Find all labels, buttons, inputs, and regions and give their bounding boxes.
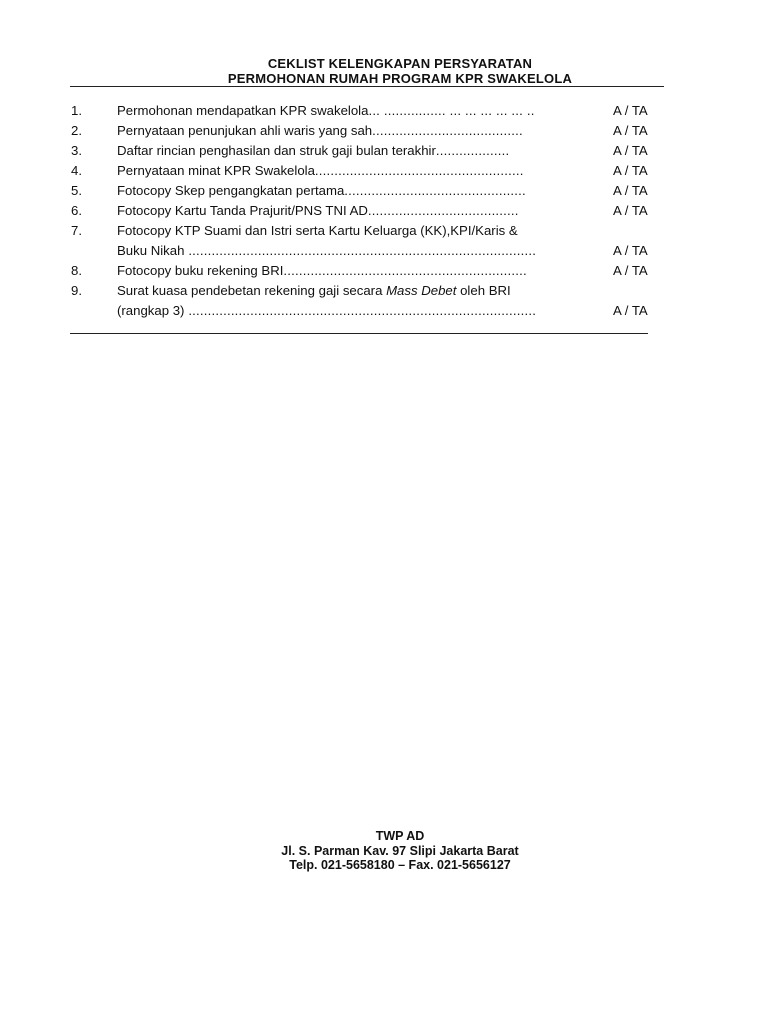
item-status: A / TA — [613, 103, 648, 118]
item-text-continued: (rangkap 3) .......................................................................................... — [117, 303, 537, 318]
emphasis-text: Mass Debet — [386, 283, 457, 298]
item-status: A / TA — [613, 243, 648, 258]
title-line-1: CEKLIST KELENGKAPAN PERSYARATAN — [267, 56, 533, 71]
item-text: Pernyataan minat KPR Swakelola...................................................... — [117, 163, 524, 178]
leader-dots: ............................................................... — [283, 263, 527, 278]
top-divider — [70, 86, 664, 87]
item-number: 1. — [71, 103, 82, 118]
checklist-item-6 — [0, 201, 768, 221]
item-number: 8. — [71, 263, 82, 278]
checklist-item-3 — [0, 141, 768, 161]
item-number: 5. — [71, 183, 82, 198]
item-text: Daftar rincian penghasilan dan struk gaji bulan terakhir................... — [117, 143, 510, 158]
title-line-2: PERMOHONAN RUMAH PROGRAM KPR SWAKELOLA — [227, 71, 573, 86]
document-title — [0, 56, 768, 86]
item-text: Fotocopy Kartu Tanda Prajurit/PNS TNI AD....................................... — [117, 203, 519, 218]
checklist-item-1 — [0, 101, 768, 121]
item-text: Pernyataan penunjukan ahli waris yang sah....................................... — [117, 123, 523, 138]
checklist-item-8 — [0, 261, 768, 281]
item-status: A / TA — [613, 203, 648, 218]
item-status: A / TA — [613, 163, 648, 178]
checklist-item-9 — [0, 281, 768, 321]
item-text: Fotocopy Skep pengangkatan pertama............................................... — [117, 183, 526, 198]
leader-dots: .......................................................................................... — [184, 303, 537, 318]
item-number: 4. — [71, 163, 82, 178]
item-text-continued: Buku Nikah .......................................................................................... — [117, 243, 537, 258]
leader-dots: ... ................ ... ... ... ... ... .. — [368, 103, 535, 118]
leader-dots: ....................................... — [367, 203, 519, 218]
checklist — [0, 101, 768, 321]
item-text: Permohonan mendapatkan KPR swakelola... ................ ... ... ... ... ... .. — [117, 103, 535, 118]
item-number: 6. — [71, 203, 82, 218]
checklist-item-4 — [0, 161, 768, 181]
leader-dots: ...................................................... — [314, 163, 524, 178]
footer-org: TWP AD — [375, 829, 425, 843]
item-status: A / TA — [613, 123, 648, 138]
leader-dots: ............................................... — [344, 183, 526, 198]
checklist-item-5 — [0, 181, 768, 201]
item-text: Surat kuasa pendebetan rekening gaji secara Mass Debet oleh BRI — [117, 283, 511, 298]
item-status: A / TA — [613, 143, 648, 158]
footer-address: Jl. S. Parman Kav. 97 Slipi Jakarta Barat — [281, 843, 519, 858]
bottom-divider — [70, 333, 648, 334]
checklist-item-7 — [0, 221, 768, 261]
checklist-item-2 — [0, 121, 768, 141]
item-number: 2. — [71, 123, 82, 138]
item-number: 9. — [71, 283, 82, 298]
item-status: A / TA — [613, 183, 648, 198]
footer — [0, 829, 768, 873]
item-text: Fotocopy buku rekening BRI............................................................... — [117, 263, 527, 278]
leader-dots: ....................................... — [372, 123, 523, 138]
item-status: A / TA — [613, 303, 648, 318]
leader-dots: .......................................................................................... — [184, 243, 537, 258]
leader-dots: ................... — [435, 143, 510, 158]
item-text: Fotocopy KTP Suami dan Istri serta Kartu Keluarga (KK),KPI/Karis & — [117, 223, 518, 238]
item-number: 3. — [71, 143, 82, 158]
item-number: 7. — [71, 223, 82, 238]
footer-contact: Telp. 021-5658180 – Fax. 021-5656127 — [289, 858, 511, 872]
item-status: A / TA — [613, 263, 648, 278]
